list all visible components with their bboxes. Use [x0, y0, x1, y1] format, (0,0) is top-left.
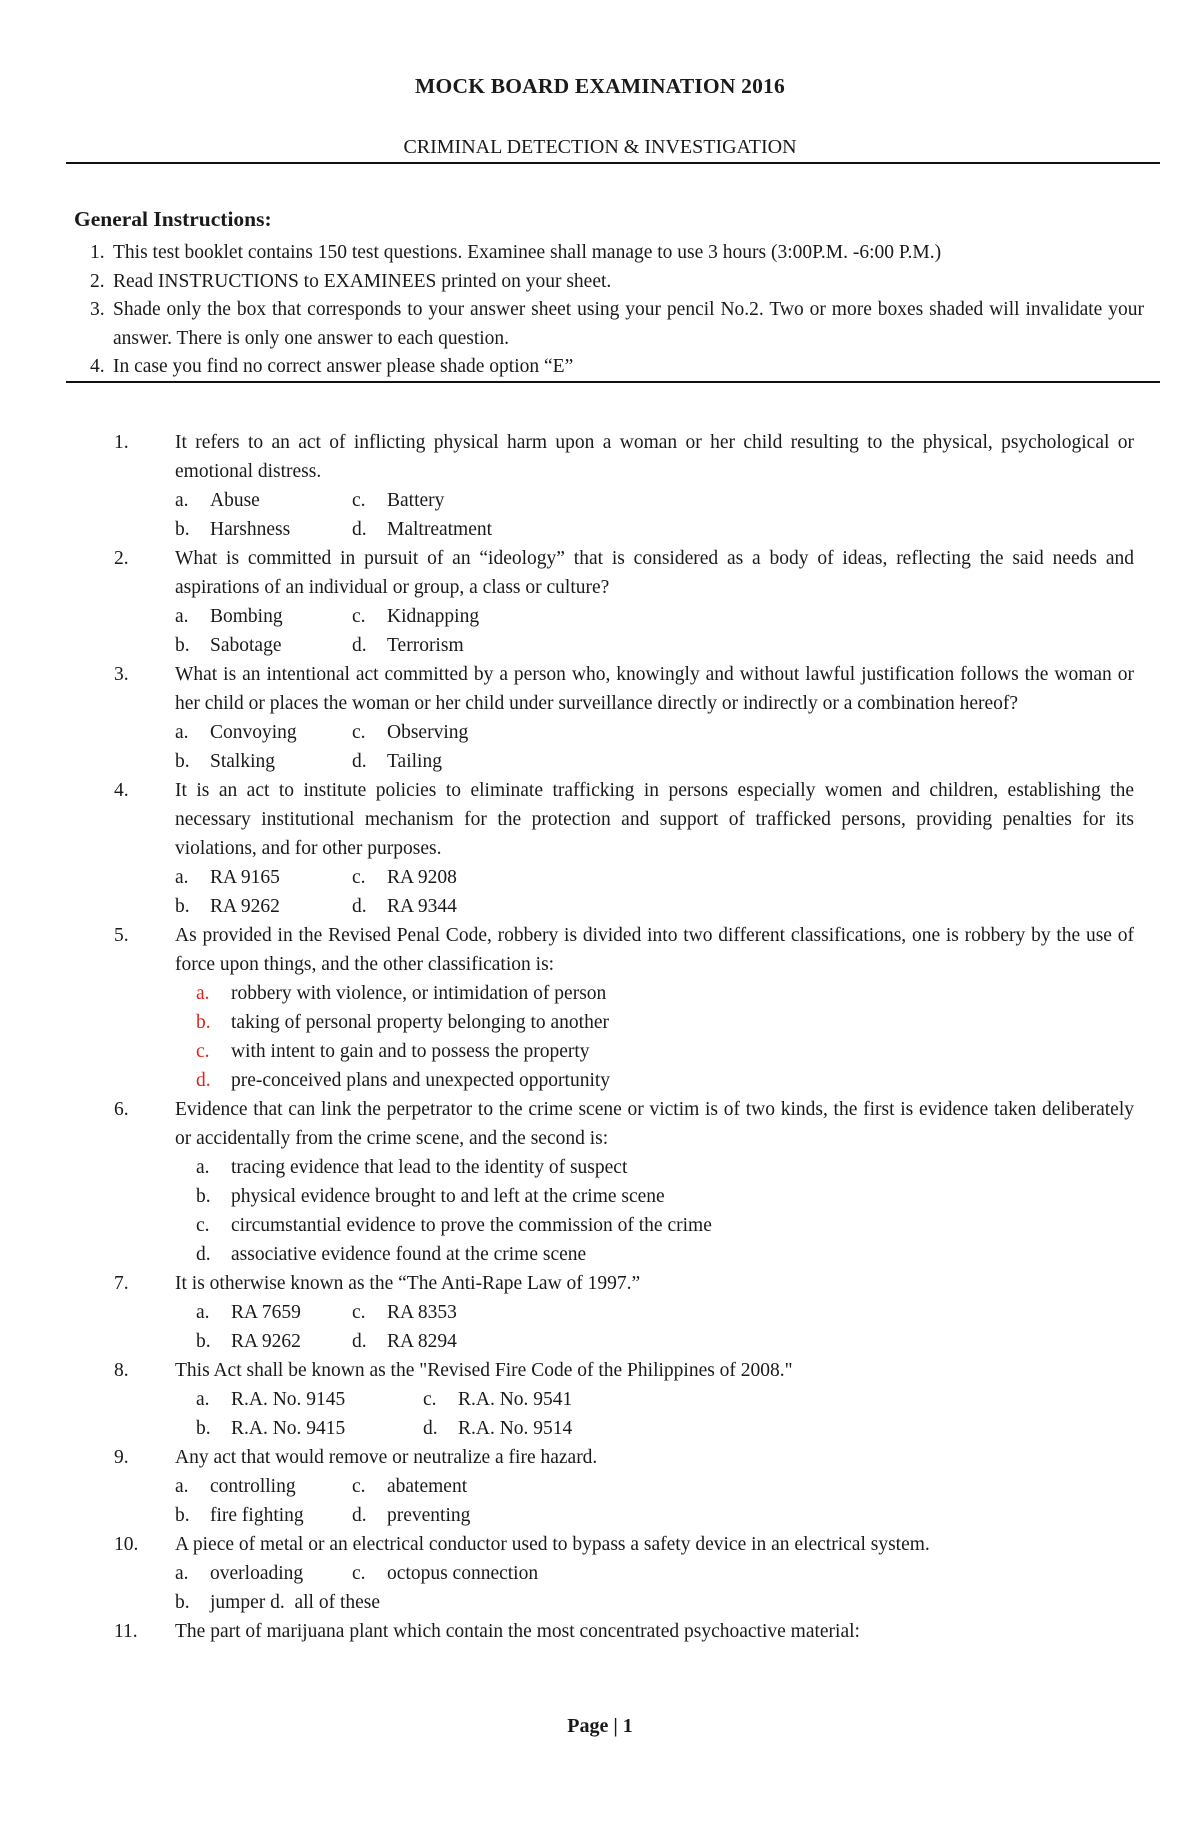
option-a: a. RA 7659 [196, 1302, 301, 1323]
option-row [175, 1588, 1200, 1617]
question-number: 9. [114, 1447, 129, 1468]
option-c: c. circumstantial evidence to prove the commission of the crime [196, 1215, 712, 1236]
question-number: 8. [114, 1360, 129, 1381]
instruction-number: 1. [90, 242, 105, 263]
option-row [175, 1501, 1200, 1530]
option-d: d. preventing [352, 1505, 471, 1526]
question-number: 10. [114, 1534, 139, 1555]
question-number: 6. [114, 1099, 129, 1120]
option-c: c. Battery [352, 490, 445, 511]
option-d: d. associative evidence found at the crime scene [196, 1244, 587, 1265]
option-a: a. Abuse [175, 490, 260, 511]
instruction-number: 2. [90, 270, 105, 292]
question-8 [0, 1356, 1200, 1443]
option-d: d. Maltreatment [352, 519, 493, 540]
question-2 [0, 544, 1200, 660]
option-c: c. with intent to gain and to possess the property [196, 1041, 590, 1062]
option-b: b. Harshness [175, 519, 291, 540]
option-a: a. robbery with violence, or intimidation of person [196, 983, 607, 1004]
question-text: It refers to an act of inflicting physical harm upon a woman or her child resulting to the physical, psychological or emotional distress. [175, 432, 1134, 482]
option-d: d. Terrorism [352, 635, 464, 656]
option-c: c. abatement [352, 1476, 468, 1497]
option-a: a. controlling [175, 1476, 296, 1497]
exam-subject: CRIMINAL DETECTION & INVESTIGATION [403, 136, 797, 158]
header-divider [66, 162, 1160, 164]
question-number: 5. [114, 925, 129, 946]
question-10 [0, 1530, 1200, 1617]
instructions-list [74, 239, 1144, 382]
instructions-divider [66, 381, 1160, 383]
question-5 [0, 921, 1200, 1095]
option-row [175, 1559, 1200, 1588]
option-row [196, 1385, 1200, 1414]
option-c: c. octopus connection [352, 1563, 539, 1584]
option-d: d. Tailing [352, 751, 442, 772]
option-a: a. Bombing [175, 606, 283, 627]
question-7 [0, 1269, 1200, 1356]
option-row [196, 1298, 1200, 1327]
option-b: b. RA 9262 [175, 896, 280, 917]
option-row [196, 1414, 1200, 1443]
question-number: 2. [114, 548, 129, 569]
option-a: a. Convoying [175, 722, 297, 743]
instruction-text: Read INSTRUCTIONS to EXAMINEES printed on your sheet. [113, 270, 612, 292]
option-d: d. RA 8294 [352, 1331, 457, 1352]
instruction-text: This test booklet contains 150 test questions. Examinee shall manage to use 3 hours (3:00P.M. -6:00 P.M.) [113, 242, 942, 263]
option-row [175, 515, 1200, 544]
instruction-number: 3. [90, 299, 105, 320]
option-b: b. R.A. No. 9415 [196, 1418, 346, 1439]
option-d: d. R.A. No. 9514 [423, 1418, 573, 1439]
option-b: b. RA 9262 [196, 1331, 301, 1352]
question-3 [0, 660, 1200, 776]
question-number: 1. [114, 432, 129, 453]
instruction-item [74, 268, 1144, 297]
instruction-item [74, 239, 1144, 268]
question-text: Evidence that can link the perpetrator to the crime scene or victim is of two kinds, the first is evidence taken deliberately or accidentally from the crime scene, and the second is: [175, 1099, 1134, 1149]
page-number: Page | 1 [567, 1715, 633, 1737]
option-a: a. RA 9165 [175, 867, 280, 888]
question-9 [0, 1443, 1200, 1530]
instruction-item [74, 353, 1144, 382]
option-a: a. overloading [175, 1563, 304, 1584]
option-b: b. Sabotage [175, 635, 282, 656]
option-b: b. fire fighting [175, 1505, 304, 1526]
question-text: This Act shall be known as the "Revised Fire Code of the Philippines of 2008." [175, 1360, 793, 1381]
question-text: What is committed in pursuit of an “ideology” that is considered as a body of ideas, reflecting the said needs and aspirations of an individual or group, a class or culture? [175, 548, 1134, 598]
option-row [175, 1472, 1200, 1501]
option-row [175, 863, 1200, 892]
question-text: The part of marijuana plant which contain the most concentrated psychoactive material: [175, 1621, 860, 1642]
exam-title: MOCK BOARD EXAMINATION 2016 [415, 74, 785, 98]
question-text: A piece of metal or an electrical conductor used to bypass a safety device in an electrical system. [175, 1534, 930, 1555]
question-1 [0, 428, 1200, 544]
option-row [175, 486, 1200, 515]
option-row [175, 602, 1200, 631]
question-4 [0, 776, 1200, 921]
question-list [0, 428, 1200, 1646]
option-c: c. RA 8353 [352, 1302, 457, 1323]
question-6 [0, 1095, 1200, 1269]
instruction-text: Shade only the box that corresponds to your answer sheet using your pencil No.2. Two or more boxes shaded will invalidate your answer. There is only one answer to each question. [113, 299, 1144, 349]
option-row [175, 631, 1200, 660]
instructions-heading: General Instructions: [74, 207, 272, 231]
option-b: b. Stalking [175, 751, 276, 772]
question-text: It is an act to institute policies to eliminate trafficking in persons especially women and children, establishing the necessary institutional mechanism for the protection and support of trafficked persons, providing penalties for its violations, and for other purposes. [175, 780, 1134, 859]
option-row [175, 718, 1200, 747]
option-b: b. jumper [175, 1592, 266, 1613]
option-row [196, 1327, 1200, 1356]
question-text: It is otherwise known as the “The Anti-Rape Law of 1997.” [175, 1273, 641, 1294]
question-number: 7. [114, 1273, 129, 1294]
instruction-item [74, 296, 1144, 353]
question-text: What is an intentional act committed by a person who, knowingly and without lawful justification follows the woman or her child or places the woman or her child under surveillance directly or indirectly or a combination hereof? [175, 664, 1134, 714]
option-c: c. Observing [352, 722, 469, 743]
option-b: b. physical evidence brought to and left at the crime scene [196, 1186, 665, 1207]
option-row [175, 747, 1200, 776]
option-d: d. all of these [270, 1592, 381, 1613]
option-d: d. pre-conceived plans and unexpected opportunity [196, 1070, 611, 1091]
question-number: 3. [114, 664, 129, 685]
option-b: b. taking of personal property belonging to another [196, 1012, 609, 1033]
option-a: a. tracing evidence that lead to the identity of suspect [196, 1157, 628, 1178]
question-text: Any act that would remove or neutralize a fire hazard. [175, 1447, 598, 1468]
option-a: a. R.A. No. 9145 [196, 1389, 346, 1410]
option-c: c. RA 9208 [352, 867, 457, 888]
option-c: c. Kidnapping [352, 606, 480, 627]
instruction-text: In case you find no correct answer please shade option “E” [113, 356, 574, 377]
option-d: d. RA 9344 [352, 896, 457, 917]
option-row [175, 892, 1200, 921]
question-number: 11. [114, 1621, 138, 1642]
instruction-number: 4. [90, 356, 105, 377]
question-number: 4. [114, 780, 129, 801]
question-text: As provided in the Revised Penal Code, robbery is divided into two different classifications, one is robbery by the use of force upon things, and the other classification is: [175, 925, 1134, 975]
question-11 [0, 1617, 1200, 1646]
option-c: c. R.A. No. 9541 [423, 1389, 573, 1410]
